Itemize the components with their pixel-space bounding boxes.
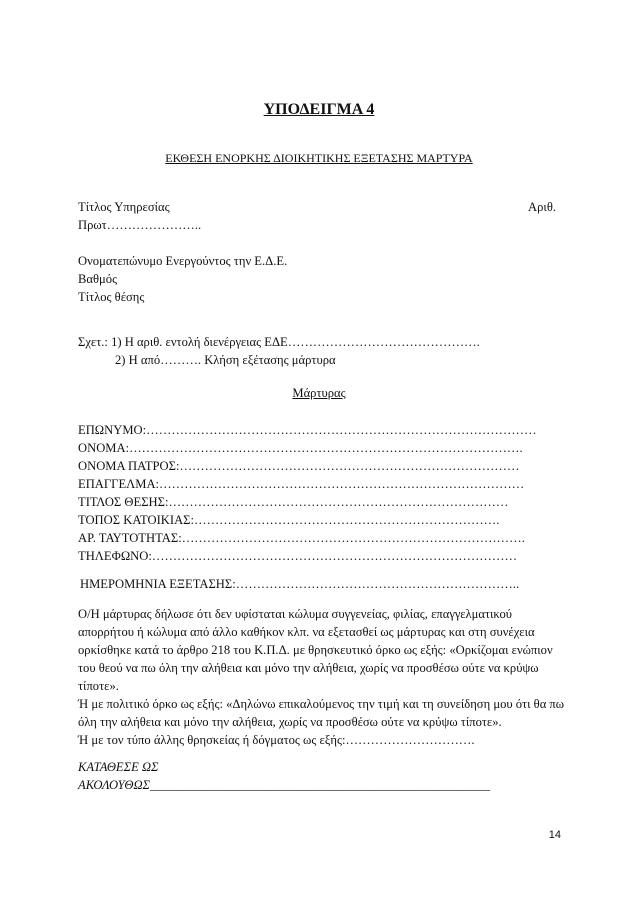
position-title-label: Τίτλος θέσης bbox=[78, 290, 145, 304]
document-title: ΥΠΟΔΕΙΓΜΑ 4 bbox=[263, 101, 375, 118]
oath-paragraph: Ο/Η μάρτυρας δήλωσε ότι δεν υφίσταται κώλυμα συγγενείας, φιλίας, επαγγελματικού απορρήτου ή κώλυμα από άλλο καθήκον κλπ. να εξετασθεί ως μάρτυρας και στη συνέχεια ορκίσθηκε κατά το άρθρο 218 του Κ.Π.Δ. με θρησκευτικό όρκο ως εξής: «Ορκίζομαι ενώπιον του θεού να πω όλη την αλήθεια και μόνο την αλήθεια, χωρίς να προσθέσω ούτε να κρύψω τίποτε». bbox=[78, 607, 553, 693]
rank-label: Βαθμός bbox=[78, 272, 118, 286]
field-profession: ΕΠΑΓΓΕΛΜΑ:…………………………………………………………………………… bbox=[78, 477, 525, 491]
field-name: ΟΝΟΜΑ:…………………………………………………………………………………. bbox=[78, 441, 523, 455]
field-father-name: ΟΝΟΜΑ ΠΑΤΡΟΣ:……………………………………………………………………… bbox=[78, 459, 520, 473]
field-id-number: ΑΡ. ΤΑΥΤΟΤΗΤΑΣ:………………………………………………………………………. bbox=[78, 531, 525, 545]
reference-1: Σχετ.: 1) Η αριθ. εντολή διενέργειας ΕΔΕ………………………………………. bbox=[78, 335, 480, 349]
testimony-heading-line2: ΑΚΟΛΟΥΘΩΣ bbox=[78, 778, 151, 792]
testimony-heading-line1: ΚΑΤΑΘΕΣΕ ΩΣ bbox=[78, 760, 159, 774]
field-position-title: ΤΙΤΛΟΣ ΘΕΣΗΣ:……………………………………………………………………… bbox=[78, 495, 509, 509]
political-oath-paragraph: Ή με πολιτικό όρκο ως εξής: «Δηλώνω επικαλούμενος την τιμή και τη συνείδηση μου ότι θα πω όλη την αλήθεια και μόνο την αλήθεια, χωρίς να προσθέσω ούτε να κρύψω τίποτε». bbox=[78, 697, 565, 729]
testimony-blank-line: ______________________________________________________ bbox=[150, 778, 491, 792]
protocol-number: Πρωτ………………….. bbox=[78, 218, 202, 232]
field-surname: ΕΠΩΝΥΜΟ:………………………………………………………………………………… bbox=[78, 423, 537, 437]
field-residence: ΤΟΠΟΣ ΚΑΤΟΙΚΙΑΣ:………………………………………………………………. bbox=[78, 513, 500, 527]
exam-date: ΗΜΕΡΟΜΗΝΙΑ ΕΞΕΤΑΣΗΣ:………………………………………………………….. bbox=[80, 577, 520, 591]
investigator-name: Ονοματεπώνυμο Ενεργούντος την Ε.Δ.Ε. bbox=[78, 254, 288, 268]
arith-label: Αριθ. bbox=[528, 200, 556, 214]
document-subtitle: ΕΚΘΕΣΗ ΕΝΟΡΚΗΣ ΔΙΟΙΚΗΤΙΚΗΣ ΕΞΕΤΑΣΗΣ ΜΑΡΤΥΡΑ bbox=[165, 151, 473, 165]
field-phone: ΤΗΛΕΦΩΝΟ:…………………………………………………………………………… bbox=[78, 549, 518, 563]
other-religion-line: Ή με τον τύπο άλλης θρησκείας ή δόγματος ως εξής:…………………………. bbox=[78, 733, 475, 747]
service-title: Τίτλος Υπηρεσίας bbox=[78, 200, 170, 214]
reference-2: 2) Η από………. Κλήση εξέτασης μάρτυρα bbox=[115, 353, 336, 367]
page-number: 14 bbox=[548, 829, 561, 841]
witness-heading: Μάρτυρας bbox=[292, 386, 346, 400]
